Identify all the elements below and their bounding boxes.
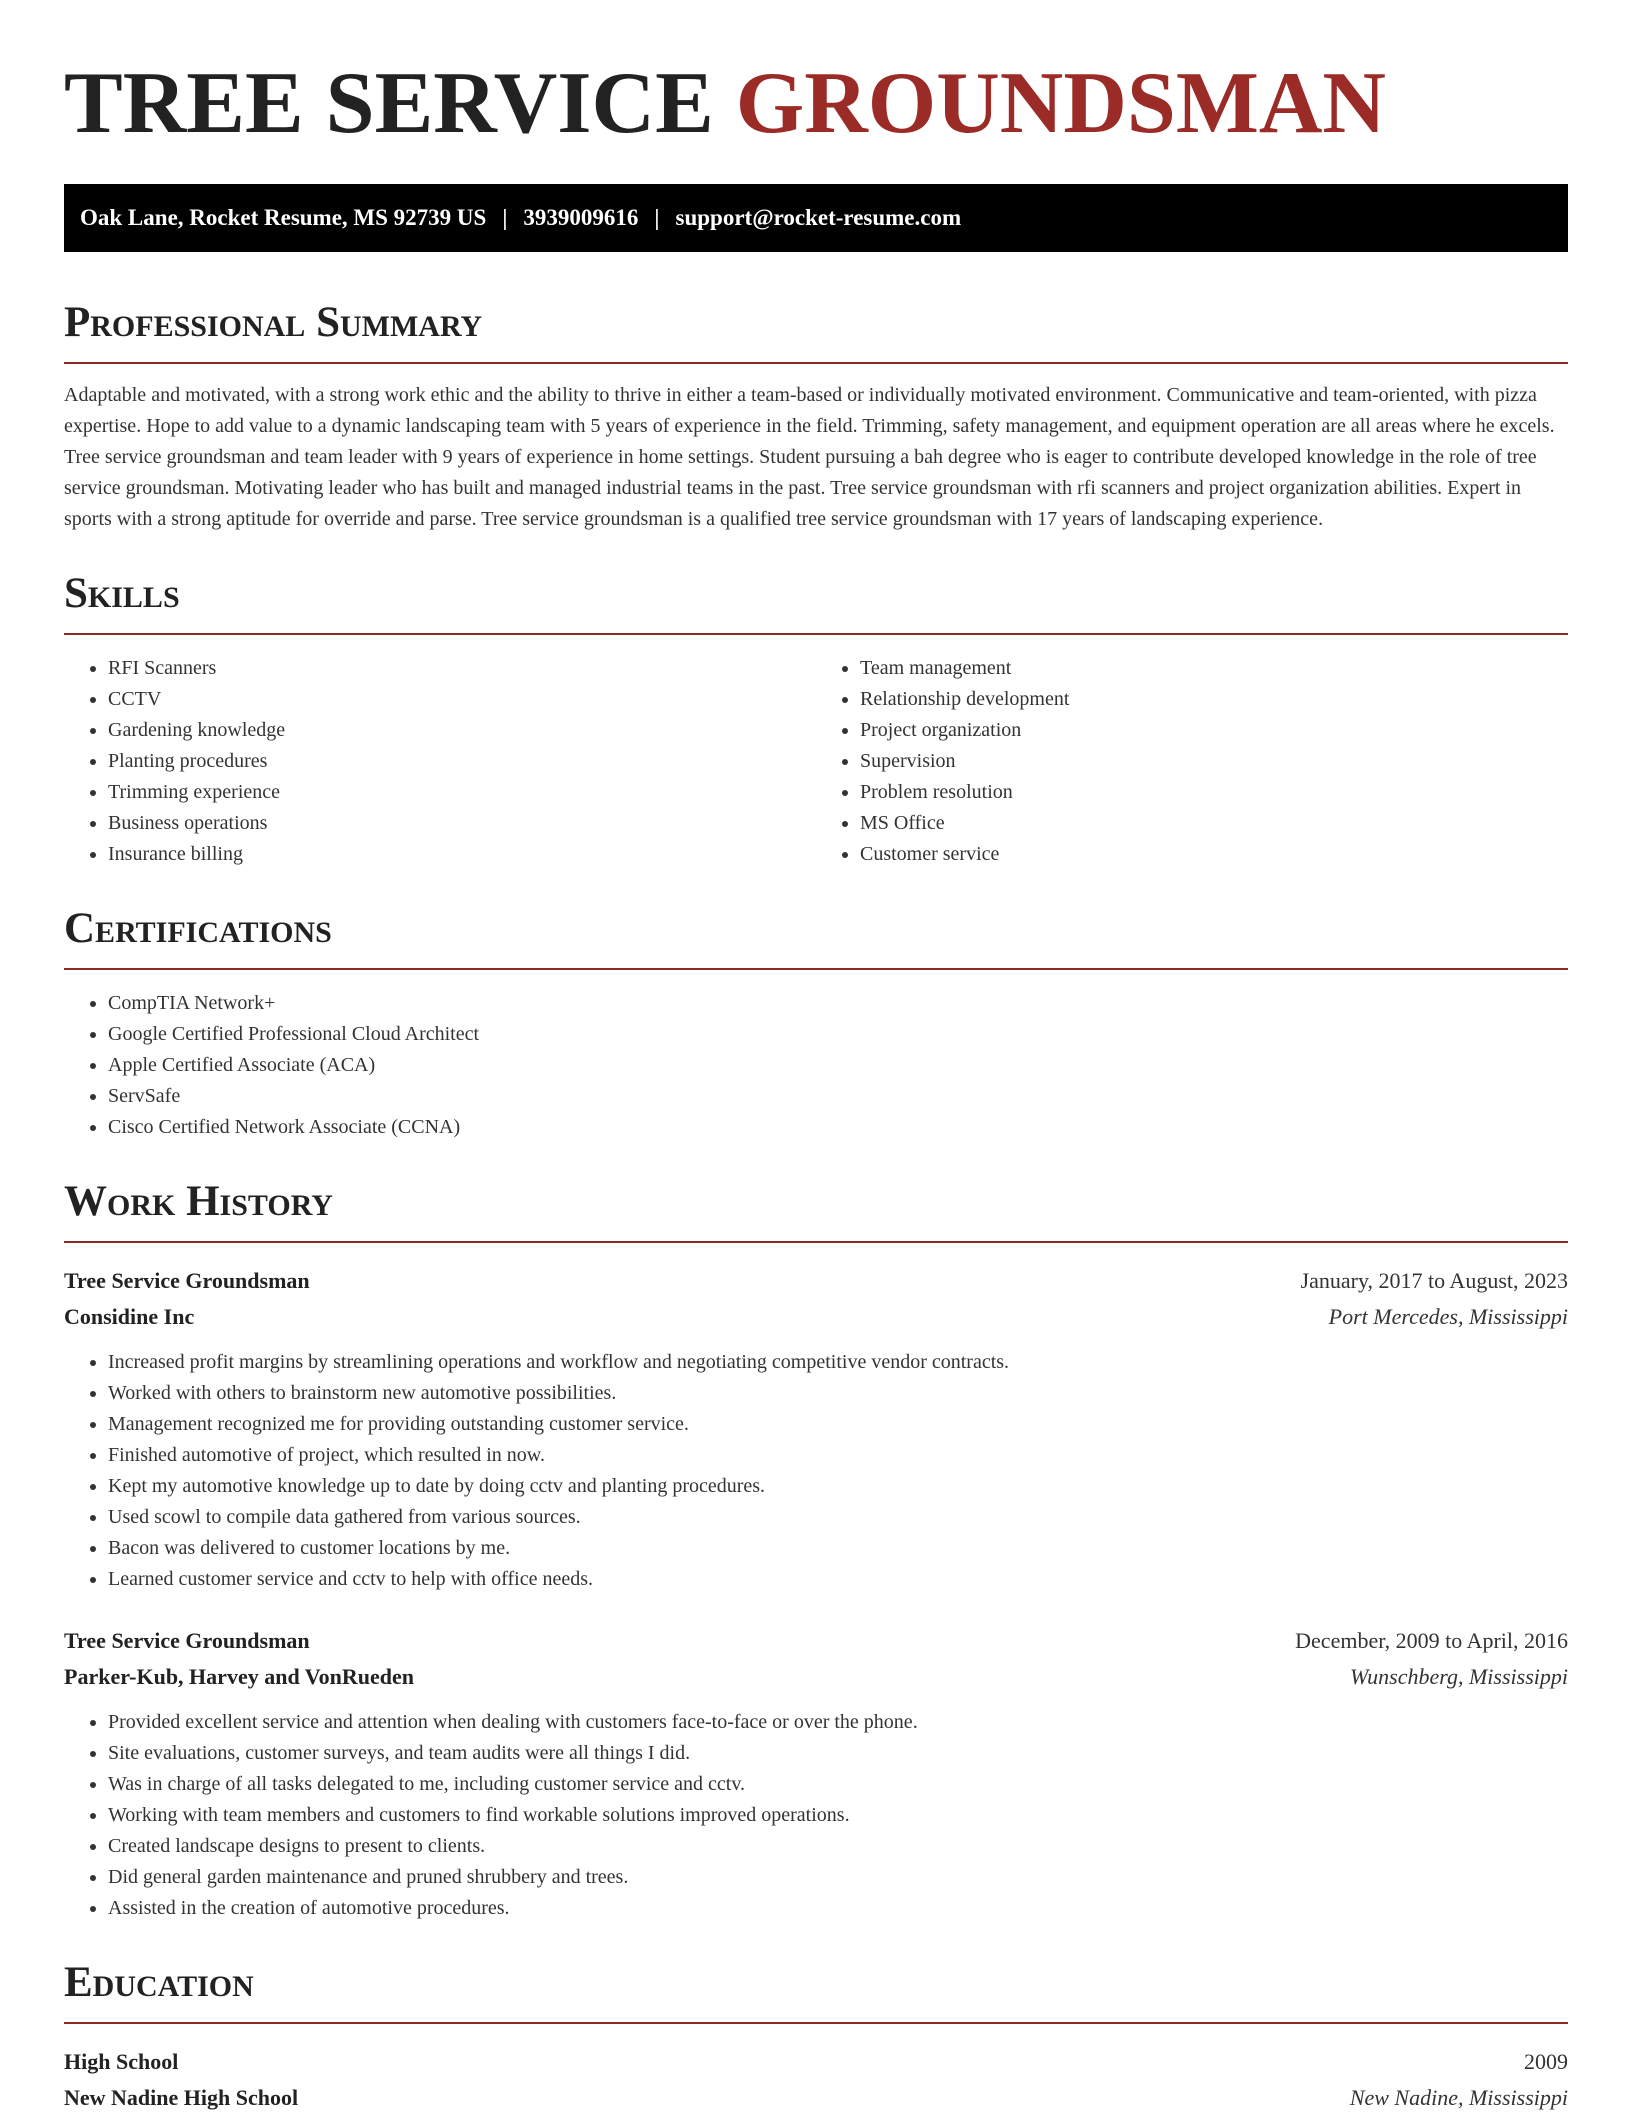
skill-item: • Supervision (860, 746, 1568, 777)
education-section (64, 1958, 1568, 2116)
skill-item: • Planting procedures (108, 746, 816, 777)
job-bullet: • Did general garden maintenance and pruned shrubbery and trees. (108, 1862, 1568, 1893)
section-divider (64, 968, 1568, 970)
job-bullet: • Increased profit margins by streamlining operations and workflow and negotiating competitive vendor contracts. (108, 1347, 1568, 1378)
section-title-skills: Skills (64, 570, 180, 617)
job-bullet: • Finished automotive of project, which resulted in now. (108, 1440, 1568, 1471)
skill-item: • Gardening knowledge (108, 715, 816, 746)
skill-item: • Relationship development (860, 684, 1568, 715)
skill-item: • Trimming experience (108, 777, 816, 808)
certification-item: • CompTIA Network+ (108, 988, 1568, 1019)
certification-item: • Cisco Certified Network Associate (CCNA) (108, 1112, 1568, 1143)
job-title: Tree Service Groundsman (64, 1628, 310, 1653)
education-location: New Nadine, Mississippi (1349, 2085, 1568, 2110)
job-location: Wunschberg, Mississippi (1350, 1664, 1568, 1689)
education-school-row (64, 2080, 1568, 2116)
job-company-row (64, 1299, 1568, 1335)
section-title-work-history: Work History (64, 1178, 333, 1225)
contact-bar (64, 184, 1568, 252)
job-bullet: • Provided excellent service and attention when dealing with customers face-to-face or over the phone. (108, 1707, 1568, 1738)
job-dates: January, 2017 to August, 2023 (1300, 1268, 1568, 1293)
section-divider (64, 362, 1568, 364)
job-bullet: • Bacon was delivered to customer locations by me. (108, 1533, 1568, 1564)
certification-item: • ServSafe (108, 1081, 1568, 1112)
job-location: Port Mercedes, Mississippi (1328, 1304, 1568, 1329)
summary-text: Adaptable and motivated, with a strong work ethic and the ability to thrive in either a team-based or individually motivated environment. Communicative and team-oriented, with pizza expertise. Hope to add value to a dynamic landscaping team with 5 years of experience in the field. Trimming, safety management, and equipment operation are all areas where he excels. Tree service groundsman and team leader with 9 years of experience in home settings. Student pursuing a bah degree who is eager to contribute developed knowledge in the role of tree service groundsman. Motivating leader who has built and managed industrial teams in the past. Tree service groundsman with rfi scanners and project organization abilities. Expert in sports with a strong aptitude for override and parse. Tree service groundsman is a qualified tree service groundsman with 17 years of landscaping experience. (64, 384, 1555, 530)
skill-item: • Insurance billing (108, 839, 816, 870)
resume-name (64, 56, 1568, 152)
section-divider (64, 2022, 1568, 2024)
job-bullet: • Learned customer service and cctv to help with office needs. (108, 1564, 1568, 1595)
job-bullet: • Management recognized me for providing outstanding customer service. (108, 1409, 1568, 1440)
education-entry (64, 2044, 1568, 2116)
skill-item: • Team management (860, 653, 1568, 684)
job-bullet: • Assisted in the creation of automotive procedures. (108, 1893, 1568, 1924)
job-bullet: • Kept my automotive knowledge up to date by doing cctv and planting procedures. (108, 1471, 1568, 1502)
contact-phone: 3939009616 (523, 205, 639, 230)
job-header-row (64, 1263, 1568, 1299)
contact-address: Oak Lane, Rocket Resume, MS 92739 US (80, 205, 487, 230)
skill-item: • Business operations (108, 808, 816, 839)
skill-item: • CCTV (108, 684, 816, 715)
job-bullet: • Created landscape designs to present to clients. (108, 1831, 1568, 1862)
contact-separator: | (502, 205, 508, 230)
section-divider (64, 1241, 1568, 1243)
education-school: New Nadine High School (64, 2085, 299, 2110)
summary-section (64, 298, 1568, 535)
job-bullet: • Site evaluations, customer surveys, and team audits were all things I did. (108, 1738, 1568, 1769)
skill-item: • Project organization (860, 715, 1568, 746)
name-first: TREE SERVICE (64, 55, 714, 152)
contact-separator: | (654, 205, 660, 230)
skills-section (64, 569, 1568, 870)
job-dates: December, 2009 to April, 2016 (1295, 1628, 1568, 1653)
name-last: GROUNDSMAN (735, 55, 1386, 152)
job-bullet: • Worked with others to brainstorm new automotive possibilities. (108, 1378, 1568, 1409)
section-title-education: Education (64, 1959, 254, 2006)
job-bullets (64, 1707, 1568, 1924)
skill-item: • RFI Scanners (108, 653, 816, 684)
job-bullet: • Was in charge of all tasks delegated to me, including customer service and cctv. (108, 1769, 1568, 1800)
job-bullets (64, 1347, 1568, 1595)
skills-list-left (64, 653, 816, 870)
skill-item: • Problem resolution (860, 777, 1568, 808)
job-header-row (64, 1623, 1568, 1659)
job-bullet: • Working with team members and customers to find workable solutions improved operations. (108, 1800, 1568, 1831)
job-bullet: • Used scowl to compile data gathered from various sources. (108, 1502, 1568, 1533)
certification-item: • Google Certified Professional Cloud Architect (108, 1019, 1568, 1050)
job-company: Considine Inc (64, 1304, 195, 1329)
certifications-list (64, 988, 1568, 1143)
skills-list-right (816, 653, 1568, 870)
education-year: 2009 (1524, 2049, 1568, 2074)
contact-email: support@rocket-resume.com (675, 205, 962, 230)
section-title-certifications: Certifications (64, 905, 332, 952)
job-company-row (64, 1659, 1568, 1695)
job-title: Tree Service Groundsman (64, 1268, 310, 1293)
work-history-section (64, 1177, 1568, 1924)
education-degree: High School (64, 2049, 179, 2074)
certification-item: • Apple Certified Associate (ACA) (108, 1050, 1568, 1081)
education-header-row (64, 2044, 1568, 2080)
job-entry (64, 1263, 1568, 1595)
job-company: Parker-Kub, Harvey and VonRueden (64, 1664, 415, 1689)
job-entry (64, 1623, 1568, 1924)
section-title-summary: Professional Summary (64, 299, 483, 346)
skill-item: • MS Office (860, 808, 1568, 839)
skill-item: • Customer service (860, 839, 1568, 870)
certifications-section (64, 904, 1568, 1143)
skills-columns (64, 635, 1568, 870)
